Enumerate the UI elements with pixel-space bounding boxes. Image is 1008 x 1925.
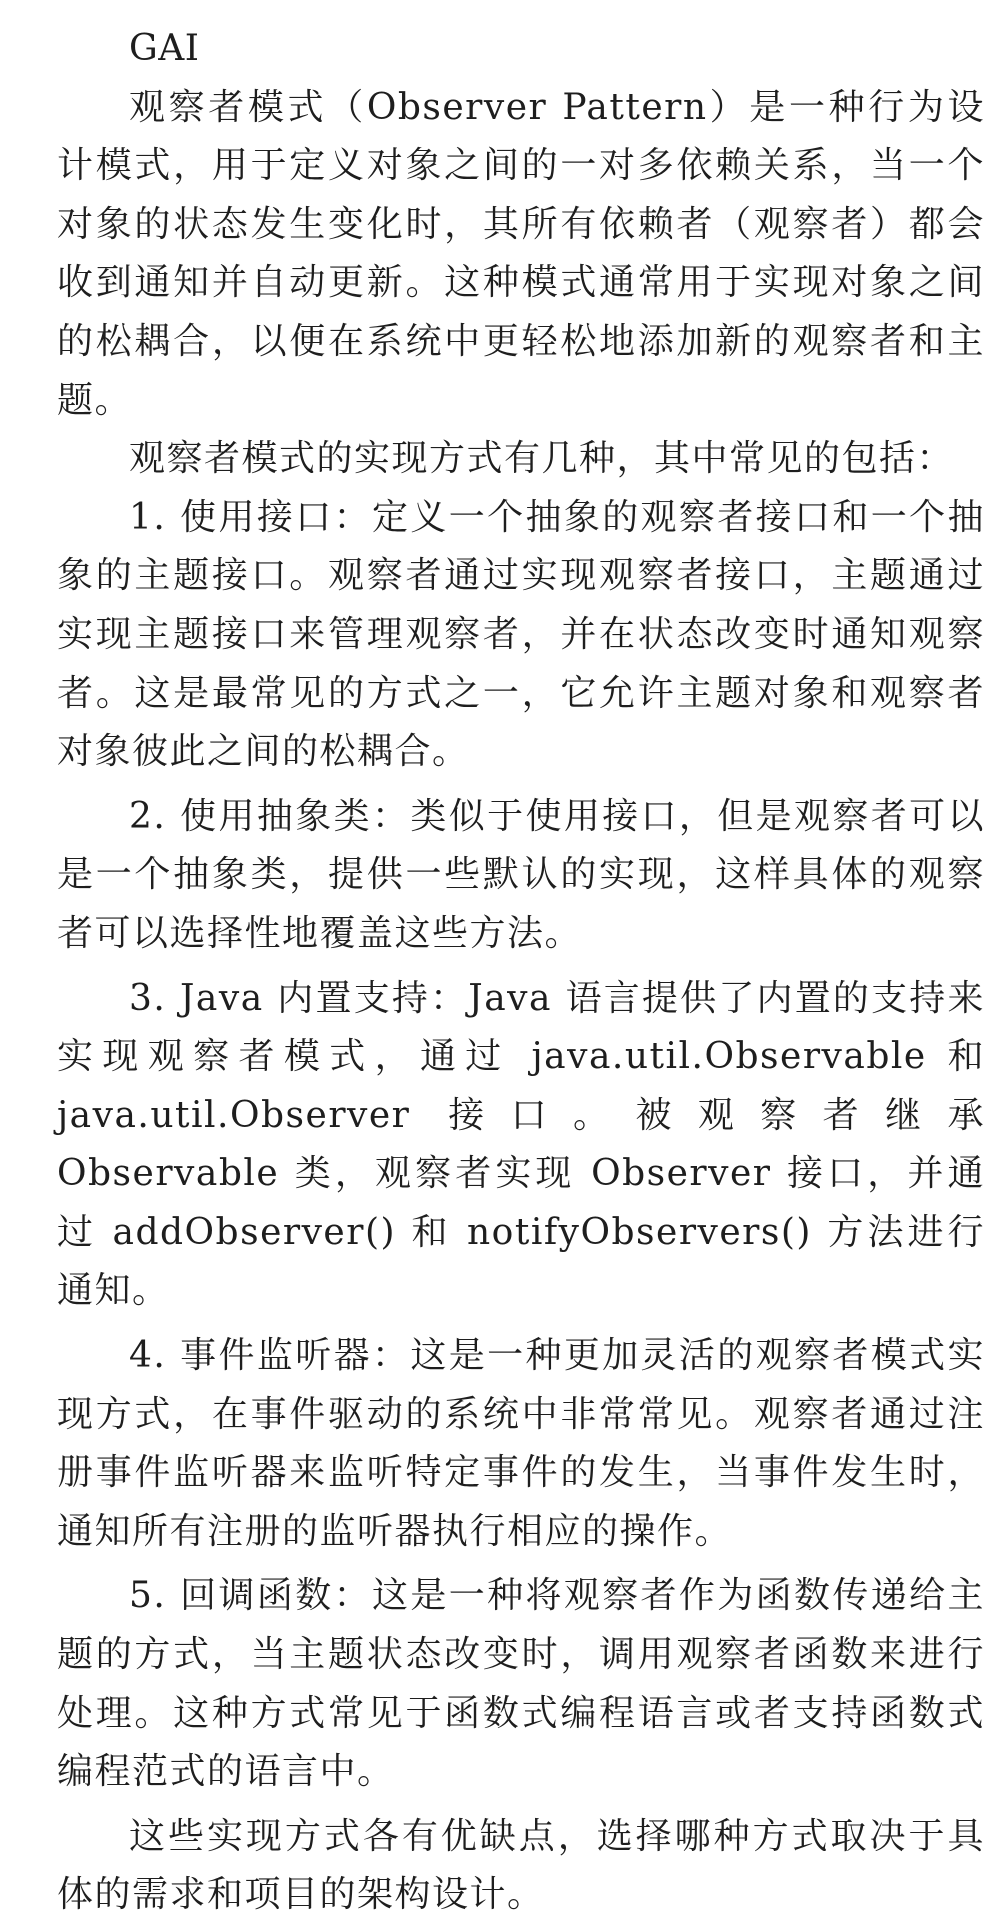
list-item-java-builtin: 3. Java 内置支持：Java 语言提供了内置的支持来实现观察者模式，通过 java.util.Observable 和 java.util.Observer 接口。被观察者继承 Observable 类，观察者实现 Observer 接口，并通过 addObserver() 和 notifyObservers() 方法进行通知。 bbox=[57, 977, 985, 1312]
list-item-interface: 1. 使用接口：定义一个抽象的观察者接口和一个抽象的主题接口。观察者通过实现观察者接口，主题通过实现主题接口来管理观察者，并在状态改变时通知观察者。这是最常见的方式之一，它允许主题对象和观察者对象彼此之间的松耦合。 bbox=[57, 496, 985, 773]
list-intro-paragraph: 观察者模式的实现方式有几种，其中常见的包括： bbox=[129, 438, 955, 480]
list-item-event-listener: 4. 事件监听器：这是一种更加灵活的观察者模式实现方式，在事件驱动的系统中非常常见。观察者通过注册事件监听器来监听特定事件的发生，当事件发生时，通知所有注册的监听器执行相应的操作。 bbox=[57, 1335, 985, 1552]
intro-paragraph: 观察者模式（Observer Pattern）是一种行为设计模式，用于定义对象之间的一对多依赖关系，当一个对象的状态发生变化时，其所有依赖者（观察者）都会收到通知并自动更新。这种模式通常用于实现对象之间的松耦合，以便在系统中更轻松地添加新的观察者和主题。 bbox=[57, 86, 985, 421]
list-item-abstract-class: 2. 使用抽象类：类似于使用接口，但是观察者可以是一个抽象类，提供一些默认的实现，这样具体的观察者可以选择性地覆盖这些方法。 bbox=[57, 795, 985, 954]
section-heading: GAI bbox=[129, 28, 200, 69]
conclusion-paragraph: 这些实现方式各有优缺点，选择哪种方式取决于具体的需求和项目的架构设计。 bbox=[57, 1815, 985, 1916]
list-item-callback: 5. 回调函数：这是一种将观察者作为函数传递给主题的方式，当主题状态改变时，调用观察者函数来进行处理。这种方式常见于函数式编程语言或者支持函数式编程范式的语言中。 bbox=[57, 1575, 985, 1793]
document-page bbox=[57, 20, 985, 1925]
